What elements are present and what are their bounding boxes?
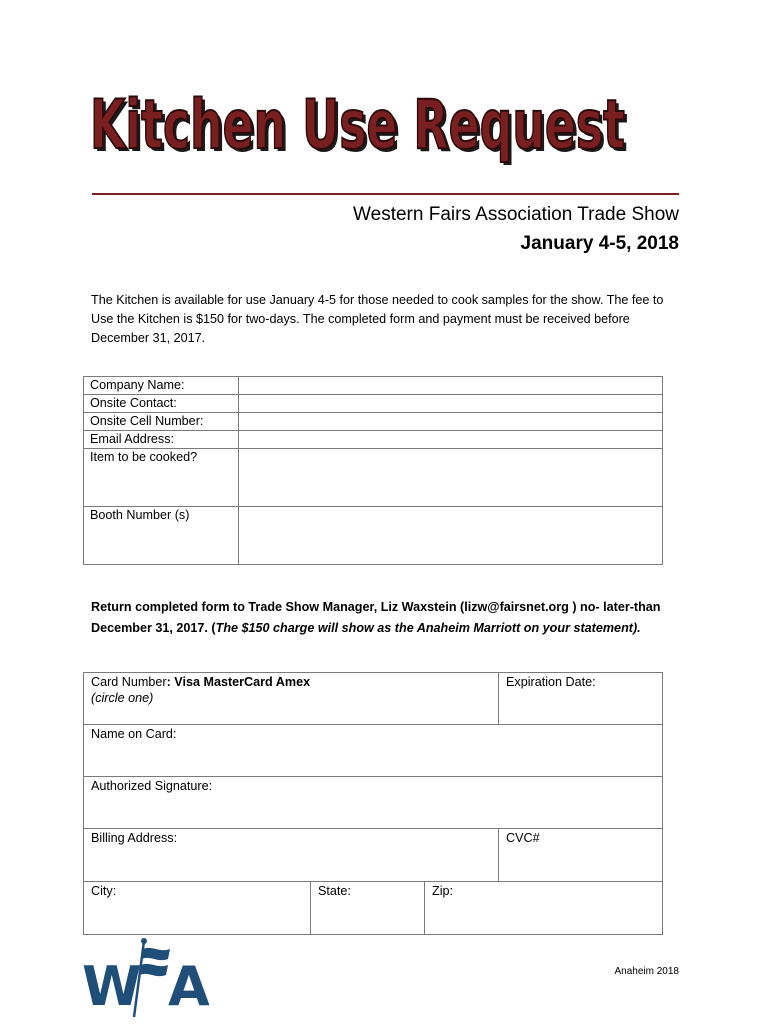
wfa-logo-a: A	[168, 955, 210, 1018]
title-text: Kitchen Use Request	[90, 86, 625, 165]
table-row	[84, 395, 663, 413]
wfa-logo	[80, 935, 230, 1020]
cell-number-field[interactable]	[239, 413, 663, 431]
item-cooked-field[interactable]	[239, 449, 663, 507]
zip-label: Zip:	[432, 884, 453, 898]
payment-form	[83, 672, 663, 935]
email-label: Email Address:	[84, 431, 239, 449]
billing-address-cell[interactable]	[83, 828, 499, 882]
table-row	[84, 413, 663, 431]
cell-number-label: Onsite Cell Number:	[84, 413, 239, 431]
expiration-cell[interactable]	[498, 672, 663, 725]
company-name-field[interactable]	[239, 377, 663, 395]
return-instructions	[91, 597, 671, 639]
booth-number-label: Booth Number (s)	[84, 507, 239, 565]
card-number-label: Card Number	[91, 675, 167, 689]
card-number-cell[interactable]	[83, 672, 499, 725]
state-cell[interactable]	[310, 881, 425, 935]
return-text: Return completed form to Trade Show Manager, Liz Waxstein (lizw@fairsnet.org ) no- later-than December 31, 2017. (	[91, 600, 661, 635]
state-label: State:	[318, 884, 351, 898]
item-cooked-label: Item to be cooked?	[84, 449, 239, 507]
cvc-cell[interactable]	[498, 828, 663, 882]
contact-form-table	[83, 376, 663, 565]
circle-one-hint: (circle one)	[91, 691, 154, 705]
charge-note: The $150 charge will show as the Anaheim Marriott on your statement).	[215, 621, 641, 635]
email-field[interactable]	[239, 431, 663, 449]
city-cell[interactable]	[83, 881, 311, 935]
booth-number-field[interactable]	[239, 507, 663, 565]
footer-note: Anaheim 2018	[614, 966, 679, 977]
billing-address-label: Billing Address:	[91, 831, 178, 845]
cvc-label: CVC#	[506, 831, 540, 845]
name-on-card-cell[interactable]	[83, 724, 663, 777]
signature-label: Authorized Signature:	[91, 779, 213, 793]
company-name-label: Company Name:	[84, 377, 239, 395]
city-label: City:	[91, 884, 117, 898]
card-types: : Visa MasterCard Amex	[166, 675, 311, 689]
onsite-contact-label: Onsite Contact:	[84, 395, 239, 413]
title-shadow: Kitchen Use Request	[93, 89, 628, 168]
table-row	[84, 377, 663, 395]
table-row	[84, 507, 663, 565]
table-row	[84, 449, 663, 507]
page-title	[80, 78, 640, 168]
table-row	[84, 431, 663, 449]
name-on-card-label: Name on Card:	[91, 727, 177, 741]
zip-cell[interactable]	[424, 881, 663, 935]
expiration-label: Expiration Date:	[506, 675, 596, 689]
intro-paragraph: The Kitchen is available for use January 4-5 for those needed to cook samples for the show. The fee to Use the Kitchen is $150 for two-days. The completed form and payment must be received before December 31, 2017.	[91, 293, 664, 345]
title-divider	[92, 193, 679, 195]
wfa-logo-w: W	[82, 955, 142, 1018]
signature-cell[interactable]	[83, 776, 663, 829]
event-subtitle: Western Fairs Association Trade Show	[353, 204, 679, 225]
onsite-contact-field[interactable]	[239, 395, 663, 413]
event-date: January 4-5, 2018	[520, 233, 679, 254]
